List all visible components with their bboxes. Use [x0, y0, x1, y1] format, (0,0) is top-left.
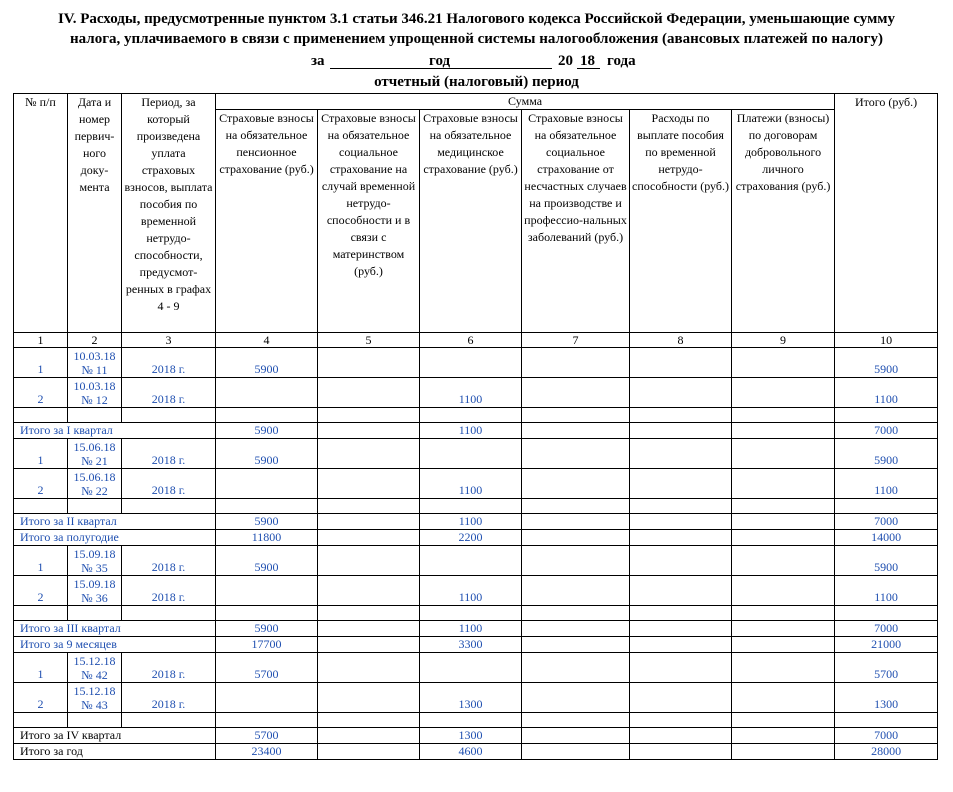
accident-cell[interactable]: [522, 439, 630, 469]
document-number: № 42: [81, 668, 108, 682]
accident-cell[interactable]: [522, 546, 630, 576]
total-cell[interactable]: 5700: [835, 653, 938, 683]
header-social: Страховые взносы на обязательное социальное страхование на случай временной нетрудо-способности и в связи с материнством (руб.): [318, 110, 420, 333]
header-sum: Сумма: [216, 94, 835, 110]
pension-cell[interactable]: 5900: [216, 423, 318, 439]
social-cell[interactable]: [318, 530, 420, 546]
medical-cell[interactable]: 1100: [420, 469, 522, 499]
section-title: [0, 9, 953, 49]
blank-cell[interactable]: [835, 713, 938, 728]
document-cell[interactable]: [68, 653, 122, 683]
voluntary-cell[interactable]: [732, 576, 835, 606]
section-title-line-1: IV. Расходы, предусмотренные пунктом 3.1 статьи 346.21 Налогового кодекса Российской Федерации, уменьшающие сумму: [57, 11, 896, 27]
row-number-cell[interactable]: 1: [14, 546, 68, 576]
social-cell[interactable]: [318, 546, 420, 576]
accident-cell[interactable]: [522, 514, 630, 530]
total-cell[interactable]: 7000: [835, 621, 938, 637]
pension-cell[interactable]: 23400: [216, 744, 318, 760]
blank-cell[interactable]: [420, 713, 522, 728]
document-cell[interactable]: [68, 469, 122, 499]
row-number-cell[interactable]: 1: [14, 348, 68, 378]
document-cell[interactable]: [68, 378, 122, 408]
table-row: [14, 469, 938, 499]
voluntary-cell[interactable]: [732, 683, 835, 713]
pension-cell[interactable]: 5900: [216, 514, 318, 530]
blank-cell[interactable]: [835, 408, 938, 423]
subtotal-row: [14, 530, 938, 546]
document-date: 15.12.18: [73, 684, 116, 698]
pension-cell[interactable]: [216, 469, 318, 499]
sick-benefit-cell[interactable]: [630, 637, 732, 653]
period-cell[interactable]: 2018 г.: [122, 439, 216, 469]
blank-row: [14, 499, 938, 514]
period-cell[interactable]: 2018 г.: [122, 348, 216, 378]
document-cell[interactable]: [68, 576, 122, 606]
blank-cell[interactable]: [835, 499, 938, 514]
total-cell[interactable]: 1100: [835, 378, 938, 408]
pension-cell[interactable]: [216, 576, 318, 606]
accident-cell[interactable]: [522, 576, 630, 606]
voluntary-cell[interactable]: [732, 621, 835, 637]
blank-cell[interactable]: [522, 408, 630, 423]
subtotal-row: [14, 423, 938, 439]
blank-cell[interactable]: [732, 606, 835, 621]
blank-cell[interactable]: [14, 408, 68, 423]
col-number: 2: [68, 333, 122, 348]
period-cell[interactable]: 2018 г.: [122, 469, 216, 499]
medical-cell[interactable]: 4600: [420, 744, 522, 760]
sick-benefit-cell[interactable]: [630, 683, 732, 713]
document-number: № 35: [81, 561, 108, 575]
voluntary-cell[interactable]: [732, 514, 835, 530]
blank-cell[interactable]: [122, 606, 216, 621]
sick-benefit-cell[interactable]: [630, 530, 732, 546]
blank-cell[interactable]: [318, 408, 420, 423]
blank-cell[interactable]: [630, 713, 732, 728]
header-date: Дата и номер первич-ного доку-мента: [68, 94, 122, 333]
social-cell[interactable]: [318, 469, 420, 499]
accident-cell[interactable]: [522, 683, 630, 713]
blank-cell[interactable]: [420, 408, 522, 423]
period-caption: отчетный (налоговый) период: [374, 74, 579, 90]
subtotal-label[interactable]: Итого за 9 месяцев: [14, 637, 216, 653]
social-cell[interactable]: [318, 439, 420, 469]
col-number: 9: [732, 333, 835, 348]
document-date: 15.12.18: [73, 654, 116, 668]
blank-cell[interactable]: [318, 713, 420, 728]
medical-cell[interactable]: 3300: [420, 637, 522, 653]
header-accident: Страховые взносы на обязательное социальное страхование от несчастных случаев на производстве и профессио-нальных заболеваний (руб.): [522, 110, 630, 333]
section-title-line-2: налога, уплачиваемого в связи с применением упрощенной системы налогообложения (авансовых платежей по налогу): [70, 31, 883, 47]
header-total: Итого (руб.): [835, 94, 938, 333]
document-number: № 43: [81, 698, 108, 712]
period-cell[interactable]: 2018 г.: [122, 546, 216, 576]
blank-cell[interactable]: [420, 606, 522, 621]
col-number: 6: [420, 333, 522, 348]
medical-cell[interactable]: 1300: [420, 683, 522, 713]
document-date: 15.06.18: [73, 440, 116, 454]
blank-cell[interactable]: [68, 713, 122, 728]
sick-benefit-cell[interactable]: [630, 653, 732, 683]
sick-benefit-cell[interactable]: [630, 348, 732, 378]
document-number: № 11: [81, 363, 108, 377]
accident-cell[interactable]: [522, 348, 630, 378]
medical-cell[interactable]: [420, 348, 522, 378]
subtotal-row: [14, 621, 938, 637]
period-cell[interactable]: 2018 г.: [122, 653, 216, 683]
sick-benefit-cell[interactable]: [630, 378, 732, 408]
voluntary-cell[interactable]: [732, 423, 835, 439]
social-cell[interactable]: [318, 728, 420, 744]
period-word-year: год: [429, 53, 451, 69]
blank-cell[interactable]: [68, 408, 122, 423]
blank-cell[interactable]: [216, 499, 318, 514]
blank-cell[interactable]: [68, 499, 122, 514]
row-number-cell[interactable]: 2: [14, 683, 68, 713]
total-cell[interactable]: 1100: [835, 576, 938, 606]
medical-cell[interactable]: 1100: [420, 514, 522, 530]
blank-cell[interactable]: [122, 499, 216, 514]
period-cell[interactable]: 2018 г.: [122, 683, 216, 713]
subtotal-row: [14, 637, 938, 653]
accident-cell[interactable]: [522, 653, 630, 683]
sick-benefit-cell[interactable]: [630, 439, 732, 469]
col-number: 5: [318, 333, 420, 348]
table-row: [14, 546, 938, 576]
sick-benefit-cell[interactable]: [630, 744, 732, 760]
social-cell[interactable]: [318, 348, 420, 378]
social-cell[interactable]: [318, 683, 420, 713]
pension-cell[interactable]: [216, 378, 318, 408]
social-cell[interactable]: [318, 423, 420, 439]
document-number: № 22: [81, 484, 108, 498]
blank-cell[interactable]: [216, 408, 318, 423]
blank-cell[interactable]: [216, 606, 318, 621]
subtotal-label[interactable]: Итого за I квартал: [14, 423, 216, 439]
medical-cell[interactable]: 1100: [420, 423, 522, 439]
social-cell[interactable]: [318, 514, 420, 530]
expenses-table: [13, 93, 938, 760]
row-number-cell[interactable]: 1: [14, 653, 68, 683]
voluntary-cell[interactable]: [732, 469, 835, 499]
document-cell[interactable]: [68, 348, 122, 378]
document-number: № 12: [81, 393, 108, 407]
subtotal-label[interactable]: Итого за полугодие: [14, 530, 216, 546]
table-row: [14, 439, 938, 469]
table-row: [14, 576, 938, 606]
accident-cell[interactable]: [522, 637, 630, 653]
col-number: 4: [216, 333, 318, 348]
pension-cell[interactable]: [216, 683, 318, 713]
subtotal-row: [14, 514, 938, 530]
pension-cell[interactable]: 5700: [216, 653, 318, 683]
total-cell[interactable]: 5900: [835, 546, 938, 576]
subtotal-label[interactable]: Итого за III квартал: [14, 621, 216, 637]
voluntary-cell[interactable]: [732, 546, 835, 576]
sick-benefit-cell[interactable]: [630, 576, 732, 606]
pension-cell[interactable]: 11800: [216, 530, 318, 546]
document-cell[interactable]: [68, 439, 122, 469]
total-cell[interactable]: 14000: [835, 530, 938, 546]
voluntary-cell[interactable]: [732, 439, 835, 469]
medical-cell[interactable]: 1100: [420, 621, 522, 637]
sick-benefit-cell[interactable]: [630, 514, 732, 530]
accident-cell[interactable]: [522, 744, 630, 760]
subtotal-label[interactable]: Итого за год: [14, 744, 216, 760]
table-row: [14, 348, 938, 378]
pension-cell[interactable]: 5700: [216, 728, 318, 744]
sick-benefit-cell[interactable]: [630, 621, 732, 637]
total-cell[interactable]: 7000: [835, 728, 938, 744]
col-number: 7: [522, 333, 630, 348]
col-number: 1: [14, 333, 68, 348]
table-body: [14, 348, 938, 760]
blank-cell[interactable]: [630, 499, 732, 514]
blank-cell[interactable]: [732, 408, 835, 423]
social-cell[interactable]: [318, 378, 420, 408]
subtotal-label[interactable]: Итого за IV квартал: [14, 728, 216, 744]
blank-cell[interactable]: [630, 408, 732, 423]
voluntary-cell[interactable]: [732, 378, 835, 408]
blank-cell[interactable]: [14, 713, 68, 728]
document-cell[interactable]: [68, 546, 122, 576]
blank-row: [14, 408, 938, 423]
total-cell[interactable]: 7000: [835, 423, 938, 439]
voluntary-cell[interactable]: [732, 744, 835, 760]
blank-cell[interactable]: [522, 499, 630, 514]
medical-cell[interactable]: [420, 546, 522, 576]
document-date: 15.09.18: [73, 577, 116, 591]
voluntary-cell[interactable]: [732, 728, 835, 744]
blank-row: [14, 713, 938, 728]
voluntary-cell[interactable]: [732, 653, 835, 683]
total-cell[interactable]: 5900: [835, 439, 938, 469]
pension-cell[interactable]: 5900: [216, 621, 318, 637]
document-cell[interactable]: [68, 683, 122, 713]
voluntary-cell[interactable]: [732, 530, 835, 546]
total-cell[interactable]: 5900: [835, 348, 938, 378]
header-medical: Страховые взносы на обязательное медицинское страхование (руб.): [420, 110, 522, 333]
medical-cell[interactable]: 1300: [420, 728, 522, 744]
blank-cell[interactable]: [318, 499, 420, 514]
blank-cell[interactable]: [522, 713, 630, 728]
blank-cell[interactable]: [522, 606, 630, 621]
sick-benefit-cell[interactable]: [630, 728, 732, 744]
document-date: 15.06.18: [73, 470, 116, 484]
medical-cell[interactable]: [420, 439, 522, 469]
accident-cell[interactable]: [522, 378, 630, 408]
document-number: № 36: [81, 591, 108, 605]
social-cell[interactable]: [318, 744, 420, 760]
social-cell[interactable]: [318, 576, 420, 606]
col-number: 10: [835, 333, 938, 348]
header-num: № п/п: [14, 94, 68, 333]
period-suffix: года: [607, 53, 636, 69]
header-voluntary: Платежи (взносы) по договорам добровольного личного страхования (руб.): [732, 110, 835, 333]
period-year: 18: [580, 53, 595, 69]
sick-benefit-cell[interactable]: [630, 423, 732, 439]
blank-cell[interactable]: [732, 713, 835, 728]
sick-benefit-cell[interactable]: [630, 469, 732, 499]
row-number-cell[interactable]: 2: [14, 576, 68, 606]
blank-cell[interactable]: [318, 606, 420, 621]
blank-cell[interactable]: [835, 606, 938, 621]
subtotal-row: [14, 728, 938, 744]
header-period: Период, за который произведена уплата страховых взносов, выплата пособия по временной нетрудо-способности, предусмот-ренных в графах 4 - 9: [122, 94, 216, 333]
medical-cell[interactable]: 2200: [420, 530, 522, 546]
voluntary-cell[interactable]: [732, 348, 835, 378]
sick-benefit-cell[interactable]: [630, 546, 732, 576]
blank-cell[interactable]: [630, 606, 732, 621]
pension-cell[interactable]: 5900: [216, 439, 318, 469]
col-number: 8: [630, 333, 732, 348]
social-cell[interactable]: [318, 621, 420, 637]
table-row: [14, 378, 938, 408]
period-cell[interactable]: 2018 г.: [122, 576, 216, 606]
document-date: 10.03.18: [73, 349, 116, 363]
table-row: [14, 683, 938, 713]
header-sick-benefit: Расходы по выплате пособия по временной нетрудо-способности (руб.): [630, 110, 732, 333]
social-cell[interactable]: [318, 653, 420, 683]
subtotal-label[interactable]: Итого за II квартал: [14, 514, 216, 530]
blank-cell[interactable]: [68, 606, 122, 621]
reporting-period-line: [0, 51, 953, 71]
document-date: 10.03.18: [73, 379, 116, 393]
blank-cell[interactable]: [14, 499, 68, 514]
pension-cell[interactable]: 5900: [216, 546, 318, 576]
total-cell[interactable]: 1300: [835, 683, 938, 713]
accident-cell[interactable]: [522, 530, 630, 546]
pension-cell[interactable]: 17700: [216, 637, 318, 653]
blank-cell[interactable]: [732, 499, 835, 514]
period-cell[interactable]: 2018 г.: [122, 378, 216, 408]
pension-cell[interactable]: 5900: [216, 348, 318, 378]
row-number-cell[interactable]: 2: [14, 469, 68, 499]
total-cell[interactable]: 1100: [835, 469, 938, 499]
blank-cell[interactable]: [420, 499, 522, 514]
total-cell[interactable]: 7000: [835, 514, 938, 530]
blank-cell[interactable]: [14, 606, 68, 621]
header-pension: Страховые взносы на обязательное пенсионное страхование (руб.): [216, 110, 318, 333]
blank-cell[interactable]: [216, 713, 318, 728]
blank-row: [14, 606, 938, 621]
col-number: 3: [122, 333, 216, 348]
medical-cell[interactable]: 1100: [420, 576, 522, 606]
accident-cell[interactable]: [522, 469, 630, 499]
subtotal-row: [14, 744, 938, 760]
accident-cell[interactable]: [522, 423, 630, 439]
period-century: 20: [558, 53, 573, 69]
table-row: [14, 653, 938, 683]
blank-cell[interactable]: [122, 713, 216, 728]
blank-cell[interactable]: [122, 408, 216, 423]
accident-cell[interactable]: [522, 728, 630, 744]
row-number-cell[interactable]: 1: [14, 439, 68, 469]
total-cell[interactable]: 21000: [835, 637, 938, 653]
period-prefix: за: [311, 53, 325, 69]
document-number: № 21: [81, 454, 108, 468]
total-cell[interactable]: 28000: [835, 744, 938, 760]
medical-cell[interactable]: [420, 653, 522, 683]
document-date: 15.09.18: [73, 547, 116, 561]
accident-cell[interactable]: [522, 621, 630, 637]
voluntary-cell[interactable]: [732, 637, 835, 653]
row-number-cell[interactable]: 2: [14, 378, 68, 408]
medical-cell[interactable]: 1100: [420, 378, 522, 408]
social-cell[interactable]: [318, 637, 420, 653]
